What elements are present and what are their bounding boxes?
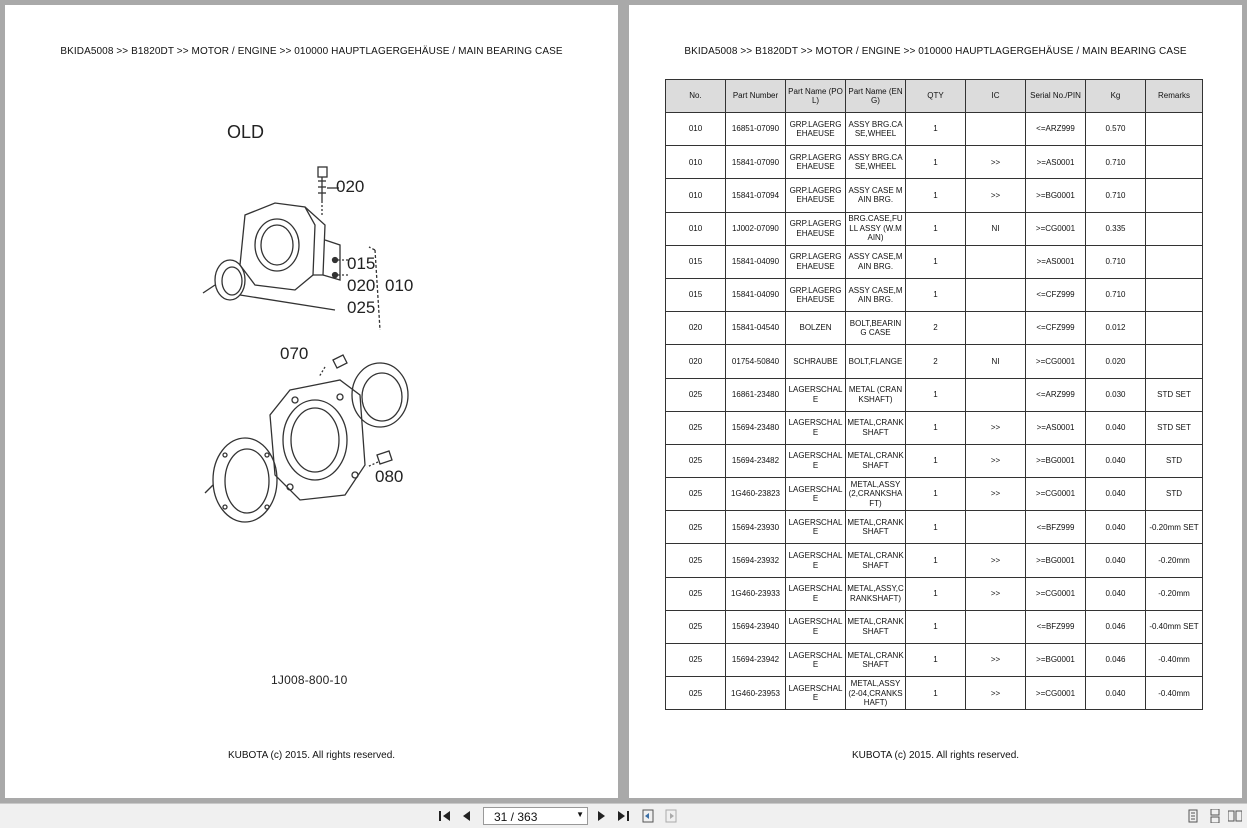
single-page-view-icon[interactable] (1186, 809, 1200, 823)
table-cell: >> (966, 146, 1026, 179)
previous-page-icon[interactable] (460, 809, 474, 823)
table-cell: 15841-07090 (726, 146, 786, 179)
table-cell: ASSY BRG.CASE,WHEEL (846, 146, 906, 179)
table-row (666, 544, 1203, 577)
table-cell: ASSY CASE MAIN BRG. (846, 179, 906, 212)
table-cell: 1 (906, 478, 966, 511)
right-page (629, 5, 1242, 798)
last-page-icon[interactable] (616, 809, 630, 823)
table-cell: 0.040 (1086, 544, 1146, 577)
table-cell: 0.040 (1086, 511, 1146, 544)
table-cell: STD SET (1146, 378, 1203, 411)
table-row (666, 411, 1203, 444)
table-cell: 1J002-07090 (726, 212, 786, 245)
table-cell: >> (966, 677, 1026, 710)
table-cell (966, 245, 1026, 278)
callout-080: 080 (375, 467, 404, 486)
callout-010: 010 (385, 276, 414, 295)
table-cell: 0.710 (1086, 179, 1146, 212)
table-cell: 010 (666, 113, 726, 146)
table-cell: LAGERSCHALE (786, 644, 846, 677)
table-row (666, 478, 1203, 511)
table-cell (1146, 345, 1203, 378)
table-body (666, 113, 1203, 710)
go-forward-view-icon[interactable] (664, 809, 678, 823)
table-cell: 025 (666, 644, 726, 677)
table-cell: 020 (666, 345, 726, 378)
table-cell: 1 (906, 113, 966, 146)
table-row (666, 113, 1203, 146)
table-cell: METAL,CRANKSHAFT (846, 444, 906, 477)
table-cell (1146, 245, 1203, 278)
continuous-view-icon[interactable] (1208, 809, 1222, 823)
table-cell: 2 (906, 345, 966, 378)
table-cell: -0.40mm (1146, 677, 1203, 710)
table-cell: >=CG0001 (1026, 478, 1086, 511)
table-cell: METAL,ASSY,CRANKSHAFT) (846, 577, 906, 610)
table-cell: >=CG0001 (1026, 577, 1086, 610)
table-cell: 1G460-23823 (726, 478, 786, 511)
table-cell: GRP.LAGERGEHAEUSE (786, 212, 846, 245)
table-cell: 025 (666, 610, 726, 643)
table-cell: 0.710 (1086, 245, 1146, 278)
table-row (666, 511, 1203, 544)
table-cell: <=ARZ999 (1026, 378, 1086, 411)
table-cell (966, 113, 1026, 146)
table-cell: METAL,CRANKSHAFT (846, 610, 906, 643)
table-cell (966, 511, 1026, 544)
table-cell: BOLT,FLANGE (846, 345, 906, 378)
table-cell: 1 (906, 179, 966, 212)
table-cell: >=CG0001 (1026, 677, 1086, 710)
column-header: Part Name (ENG) (846, 80, 906, 113)
table-cell: ASSY CASE,MAIN BRG. (846, 245, 906, 278)
table-row (666, 677, 1203, 710)
table-cell: -0.20mm (1146, 544, 1203, 577)
table-row (666, 378, 1203, 411)
table-cell: 2 (906, 312, 966, 345)
table-cell: STD (1146, 478, 1203, 511)
table-cell: >=BG0001 (1026, 644, 1086, 677)
left-page (5, 5, 618, 798)
table-cell: >=BG0001 (1026, 179, 1086, 212)
table-cell: <=CFZ999 (1026, 278, 1086, 311)
table-row (666, 345, 1203, 378)
table-cell: 15694-23932 (726, 544, 786, 577)
page-number-select[interactable] (483, 807, 588, 825)
table-cell: 15841-07094 (726, 179, 786, 212)
table-cell: 1 (906, 577, 966, 610)
table-cell: 1 (906, 677, 966, 710)
table-header-row (666, 80, 1203, 113)
table-cell: BOLT,BEARING CASE (846, 312, 906, 345)
table-cell: 0.012 (1086, 312, 1146, 345)
table-cell: LAGERSCHALE (786, 444, 846, 477)
table-cell: LAGERSCHALE (786, 511, 846, 544)
column-header: Part Number (726, 80, 786, 113)
table-cell: >> (966, 179, 1026, 212)
column-header: Serial No./PIN (1026, 80, 1086, 113)
table-cell: 0.040 (1086, 444, 1146, 477)
table-cell: -0.20mm SET (1146, 511, 1203, 544)
chevron-down-icon: ▼ (576, 810, 584, 819)
table-cell: >=CG0001 (1026, 345, 1086, 378)
table-cell: 15841-04540 (726, 312, 786, 345)
table-cell: LAGERSCHALE (786, 378, 846, 411)
table-cell (966, 278, 1026, 311)
table-cell: 025 (666, 577, 726, 610)
table-cell: 0.030 (1086, 378, 1146, 411)
table-row (666, 245, 1203, 278)
table-cell: 1 (906, 146, 966, 179)
table-cell (966, 610, 1026, 643)
table-cell (1146, 312, 1203, 345)
table-cell: 01754-50840 (726, 345, 786, 378)
table-cell: >=AS0001 (1026, 411, 1086, 444)
table-cell: <=CFZ999 (1026, 312, 1086, 345)
table-cell: 010 (666, 179, 726, 212)
table-row (666, 179, 1203, 212)
table-cell: >=BG0001 (1026, 444, 1086, 477)
table-cell: LAGERSCHALE (786, 411, 846, 444)
next-page-icon[interactable] (594, 809, 608, 823)
breadcrumb: BKIDA5008 >> B1820DT >> MOTOR / ENGINE >> 010000 HAUPTLAGERGEHÄUSE / MAIN BEARING CASE (60, 46, 563, 57)
table-row (666, 312, 1203, 345)
callout-020-mid: 020 (347, 276, 376, 295)
column-header: Part Name (POL) (786, 80, 846, 113)
table-cell: GRP.LAGERGEHAEUSE (786, 245, 846, 278)
table-cell: -0.40mm (1146, 644, 1203, 677)
table-cell: 0.335 (1086, 212, 1146, 245)
table-cell: 15694-23480 (726, 411, 786, 444)
table-cell: LAGERSCHALE (786, 677, 846, 710)
table-cell: METAL,ASSY (2-04,CRANKSHAFT) (846, 677, 906, 710)
table-row (666, 577, 1203, 610)
footer-copyright: KUBOTA (c) 2015. All rights reserved. (851, 750, 1020, 761)
table-cell: 1 (906, 544, 966, 577)
table-cell: ASSY BRG.CASE,WHEEL (846, 113, 906, 146)
first-page-icon[interactable] (438, 809, 452, 823)
table-cell: 16861-23480 (726, 378, 786, 411)
table-cell: STD (1146, 444, 1203, 477)
table-cell: <=ARZ999 (1026, 113, 1086, 146)
table-cell: 025 (666, 511, 726, 544)
table-cell: 0.040 (1086, 577, 1146, 610)
column-header: No. (666, 80, 726, 113)
table-cell: METAL,CRANKSHAFT (846, 544, 906, 577)
callout-070: 070 (280, 344, 309, 363)
table-cell: 020 (666, 312, 726, 345)
table-cell: GRP.LAGERGEHAEUSE (786, 113, 846, 146)
table-cell: >> (966, 444, 1026, 477)
table-cell: <=BFZ999 (1026, 511, 1086, 544)
table-cell: 1 (906, 444, 966, 477)
table-cell (1146, 278, 1203, 311)
table-cell: NI (966, 345, 1026, 378)
table-cell (1146, 212, 1203, 245)
table-cell: 010 (666, 146, 726, 179)
table-cell: 15694-23940 (726, 610, 786, 643)
table-cell: 0.020 (1086, 345, 1146, 378)
table-cell: 1 (906, 245, 966, 278)
table-cell: BOLZEN (786, 312, 846, 345)
table-cell: 15841-04090 (726, 278, 786, 311)
table-cell: 015 (666, 245, 726, 278)
table-cell: 015 (666, 278, 726, 311)
table-cell: SCHRAUBE (786, 345, 846, 378)
table-cell: >=BG0001 (1026, 544, 1086, 577)
table-cell (1146, 179, 1203, 212)
table-cell: 025 (666, 411, 726, 444)
table-cell: BRG.CASE,FULL ASSY (W.MAIN) (846, 212, 906, 245)
table-row (666, 278, 1203, 311)
table-cell: GRP.LAGERGEHAEUSE (786, 278, 846, 311)
table-cell: METAL (CRANKSHAFT) (846, 378, 906, 411)
table-cell: 1 (906, 644, 966, 677)
table-cell: <=BFZ999 (1026, 610, 1086, 643)
table-row (666, 444, 1203, 477)
table-cell: 15841-04090 (726, 245, 786, 278)
table-cell: GRP.LAGERGEHAEUSE (786, 179, 846, 212)
table-cell: 1 (906, 511, 966, 544)
table-cell (1146, 146, 1203, 179)
table-cell (966, 312, 1026, 345)
footer-copyright: KUBOTA (c) 2015. All rights reserved. (227, 750, 396, 761)
table-row (666, 610, 1203, 643)
table-cell: 1G460-23953 (726, 677, 786, 710)
table-cell: 16851-07090 (726, 113, 786, 146)
column-header: Kg (1086, 80, 1146, 113)
table-cell: METAL,CRANKSHAFT (846, 411, 906, 444)
table-row (666, 212, 1203, 245)
table-row (666, 644, 1203, 677)
table-cell: >> (966, 478, 1026, 511)
table-cell: 0.710 (1086, 146, 1146, 179)
table-cell: 0.046 (1086, 610, 1146, 643)
go-back-view-icon[interactable] (641, 809, 655, 823)
table-cell: >> (966, 544, 1026, 577)
table-cell: GRP.LAGERGEHAEUSE (786, 146, 846, 179)
table-cell: 0.046 (1086, 644, 1146, 677)
table-cell: 1 (906, 278, 966, 311)
table-cell: 0.040 (1086, 478, 1146, 511)
callout-020-top: 020 (336, 177, 365, 196)
table-cell: METAL,CRANKSHAFT (846, 511, 906, 544)
table-cell: 0.040 (1086, 677, 1146, 710)
table-cell: >=AS0001 (1026, 146, 1086, 179)
table-cell: 010 (666, 212, 726, 245)
table-cell: LAGERSCHALE (786, 610, 846, 643)
callout-015: 015 (347, 254, 376, 273)
table-cell (966, 378, 1026, 411)
table-cell: 025 (666, 444, 726, 477)
table-cell: 025 (666, 378, 726, 411)
table-cell: LAGERSCHALE (786, 478, 846, 511)
table-cell: LAGERSCHALE (786, 544, 846, 577)
table-cell: >=AS0001 (1026, 245, 1086, 278)
table-cell: METAL,CRANKSHAFT (846, 644, 906, 677)
callout-025: 025 (347, 298, 376, 317)
table-cell: ASSY CASE,MAIN BRG. (846, 278, 906, 311)
table-cell: 1G460-23933 (726, 577, 786, 610)
table-cell: -0.20mm (1146, 577, 1203, 610)
column-header: IC (966, 80, 1026, 113)
diagram-id: 1J008-800-10 (271, 673, 348, 687)
table-cell: 15694-23482 (726, 444, 786, 477)
table-cell: 15694-23930 (726, 511, 786, 544)
table-cell: -0.40mm SET (1146, 610, 1203, 643)
table-cell: >=CG0001 (1026, 212, 1086, 245)
table-cell: >> (966, 644, 1026, 677)
table-cell: 1 (906, 378, 966, 411)
table-cell: >> (966, 411, 1026, 444)
table-cell: LAGERSCHALE (786, 577, 846, 610)
table-cell: 1 (906, 212, 966, 245)
table-cell: 025 (666, 677, 726, 710)
table-cell: NI (966, 212, 1026, 245)
table-cell: 0.710 (1086, 278, 1146, 311)
column-header: Remarks (1146, 80, 1203, 113)
table-cell: 0.570 (1086, 113, 1146, 146)
facing-pages-view-icon[interactable] (1228, 809, 1242, 823)
table-cell: 025 (666, 544, 726, 577)
table-cell (1146, 113, 1203, 146)
breadcrumb: BKIDA5008 >> B1820DT >> MOTOR / ENGINE >> 010000 HAUPTLAGERGEHÄUSE / MAIN BEARING CASE (684, 46, 1187, 57)
viewer-toolbar (0, 803, 1247, 828)
table-cell: >> (966, 577, 1026, 610)
column-header: QTY (906, 80, 966, 113)
table-cell: METAL,ASSY (2,CRANKSHAFT) (846, 478, 906, 511)
table-cell: 1 (906, 411, 966, 444)
old-label: OLD (227, 122, 265, 142)
table-cell: 025 (666, 478, 726, 511)
table-cell: 0.040 (1086, 411, 1146, 444)
table-row (666, 146, 1203, 179)
page-indicator: 31 / 363 (494, 810, 538, 824)
table-cell: 1 (906, 610, 966, 643)
parts-table (665, 79, 1203, 710)
table-cell: 15694-23942 (726, 644, 786, 677)
table-cell: STD SET (1146, 411, 1203, 444)
